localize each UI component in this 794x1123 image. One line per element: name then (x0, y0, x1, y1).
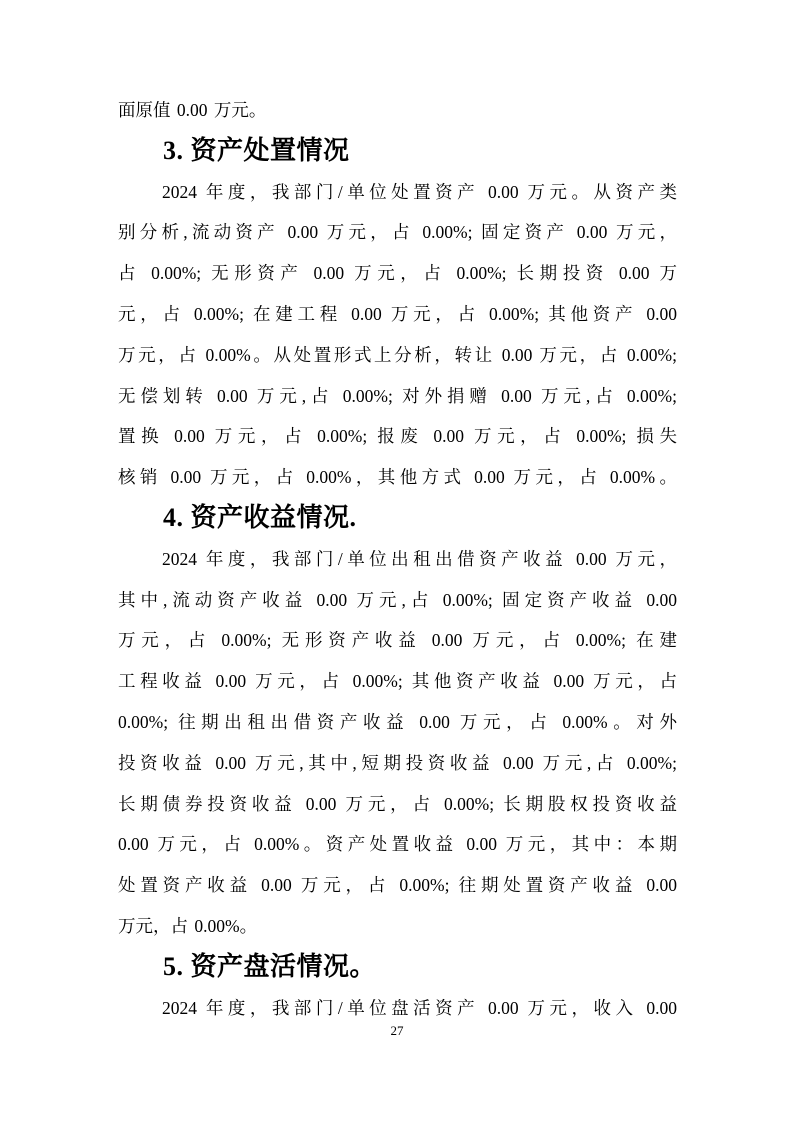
text-line: 万元，占 0.00%。 (118, 915, 258, 936)
text-line: 别分析,流动资产 0.00 万元，占 0.00%; 固定资产 0.00 万元， (118, 222, 677, 243)
text-line: 占 0.00%; 无形资产 0.00 万元，占 0.00%; 长期投资 0.00 万 (118, 263, 677, 284)
text-line: 万元，占 0.00%。从处置形式上分析，转让 0.00 万元，占 0.00%; (118, 344, 677, 365)
text-line: 置换 0.00 万元，占 0.00%; 报废 0.00 万元，占 0.00%; 损失 (118, 426, 677, 447)
text-line: 处置资产收益 0.00 万元，占 0.00%; 往期处置资产收益 0.00 (118, 875, 677, 896)
page-number: 27 (390, 1023, 404, 1038)
section-heading: 3. 资产处置情况 (163, 135, 350, 165)
text-line: 长期债券投资收益 0.00 万元，占 0.00%; 长期股权投资收益 (118, 793, 677, 814)
text-line: 0.00%; 往期出租出借资产收益 0.00 万元，占 0.00%。对外 (118, 711, 677, 732)
text-line: 工程收益 0.00 万元，占 0.00%; 其他资产收益 0.00 万元，占 (118, 671, 677, 692)
document-body (118, 90, 677, 1028)
text-line: 万元，占 0.00%; 无形资产收益 0.00 万元，占 0.00%; 在建 (118, 630, 677, 651)
text-line: 2024 年度，我部门/单位出租出借资产收益 0.00 万元， (162, 548, 677, 569)
section-heading: 5. 资产盘活情况。 (163, 951, 377, 981)
text-line: 核销 0.00 万元，占 0.00%，其他方式 0.00 万元，占 0.00%。 (118, 467, 677, 488)
section-heading: 4. 资产收益情况. (163, 502, 357, 532)
text-line: 其中,流动资产收益 0.00 万元,占 0.00%; 固定资产收益 0.00 (118, 589, 677, 610)
text-line: 元，占 0.00%; 在建工程 0.00 万元，占 0.00%; 其他资产 0.00 (118, 303, 677, 324)
text-line: 面原值 0.00 万元。 (118, 100, 267, 120)
text-line: 2024 年度，我部门/单位处置资产 0.00 万元。从资产类 (162, 181, 677, 202)
text-line: 0.00 万元，占 0.00%。资产处置收益 0.00 万元，其中：本期 (118, 834, 677, 855)
text-line: 2024 年度，我部门/单位盘活资产 0.00 万元，收入 0.00 (162, 997, 677, 1018)
text-line: 投资收益 0.00 万元,其中,短期投资收益 0.00 万元,占 0.00%; (118, 752, 677, 773)
text-line: 无偿划转 0.00 万元,占 0.00%; 对外捐赠 0.00 万元,占 0.00%; (118, 385, 677, 406)
